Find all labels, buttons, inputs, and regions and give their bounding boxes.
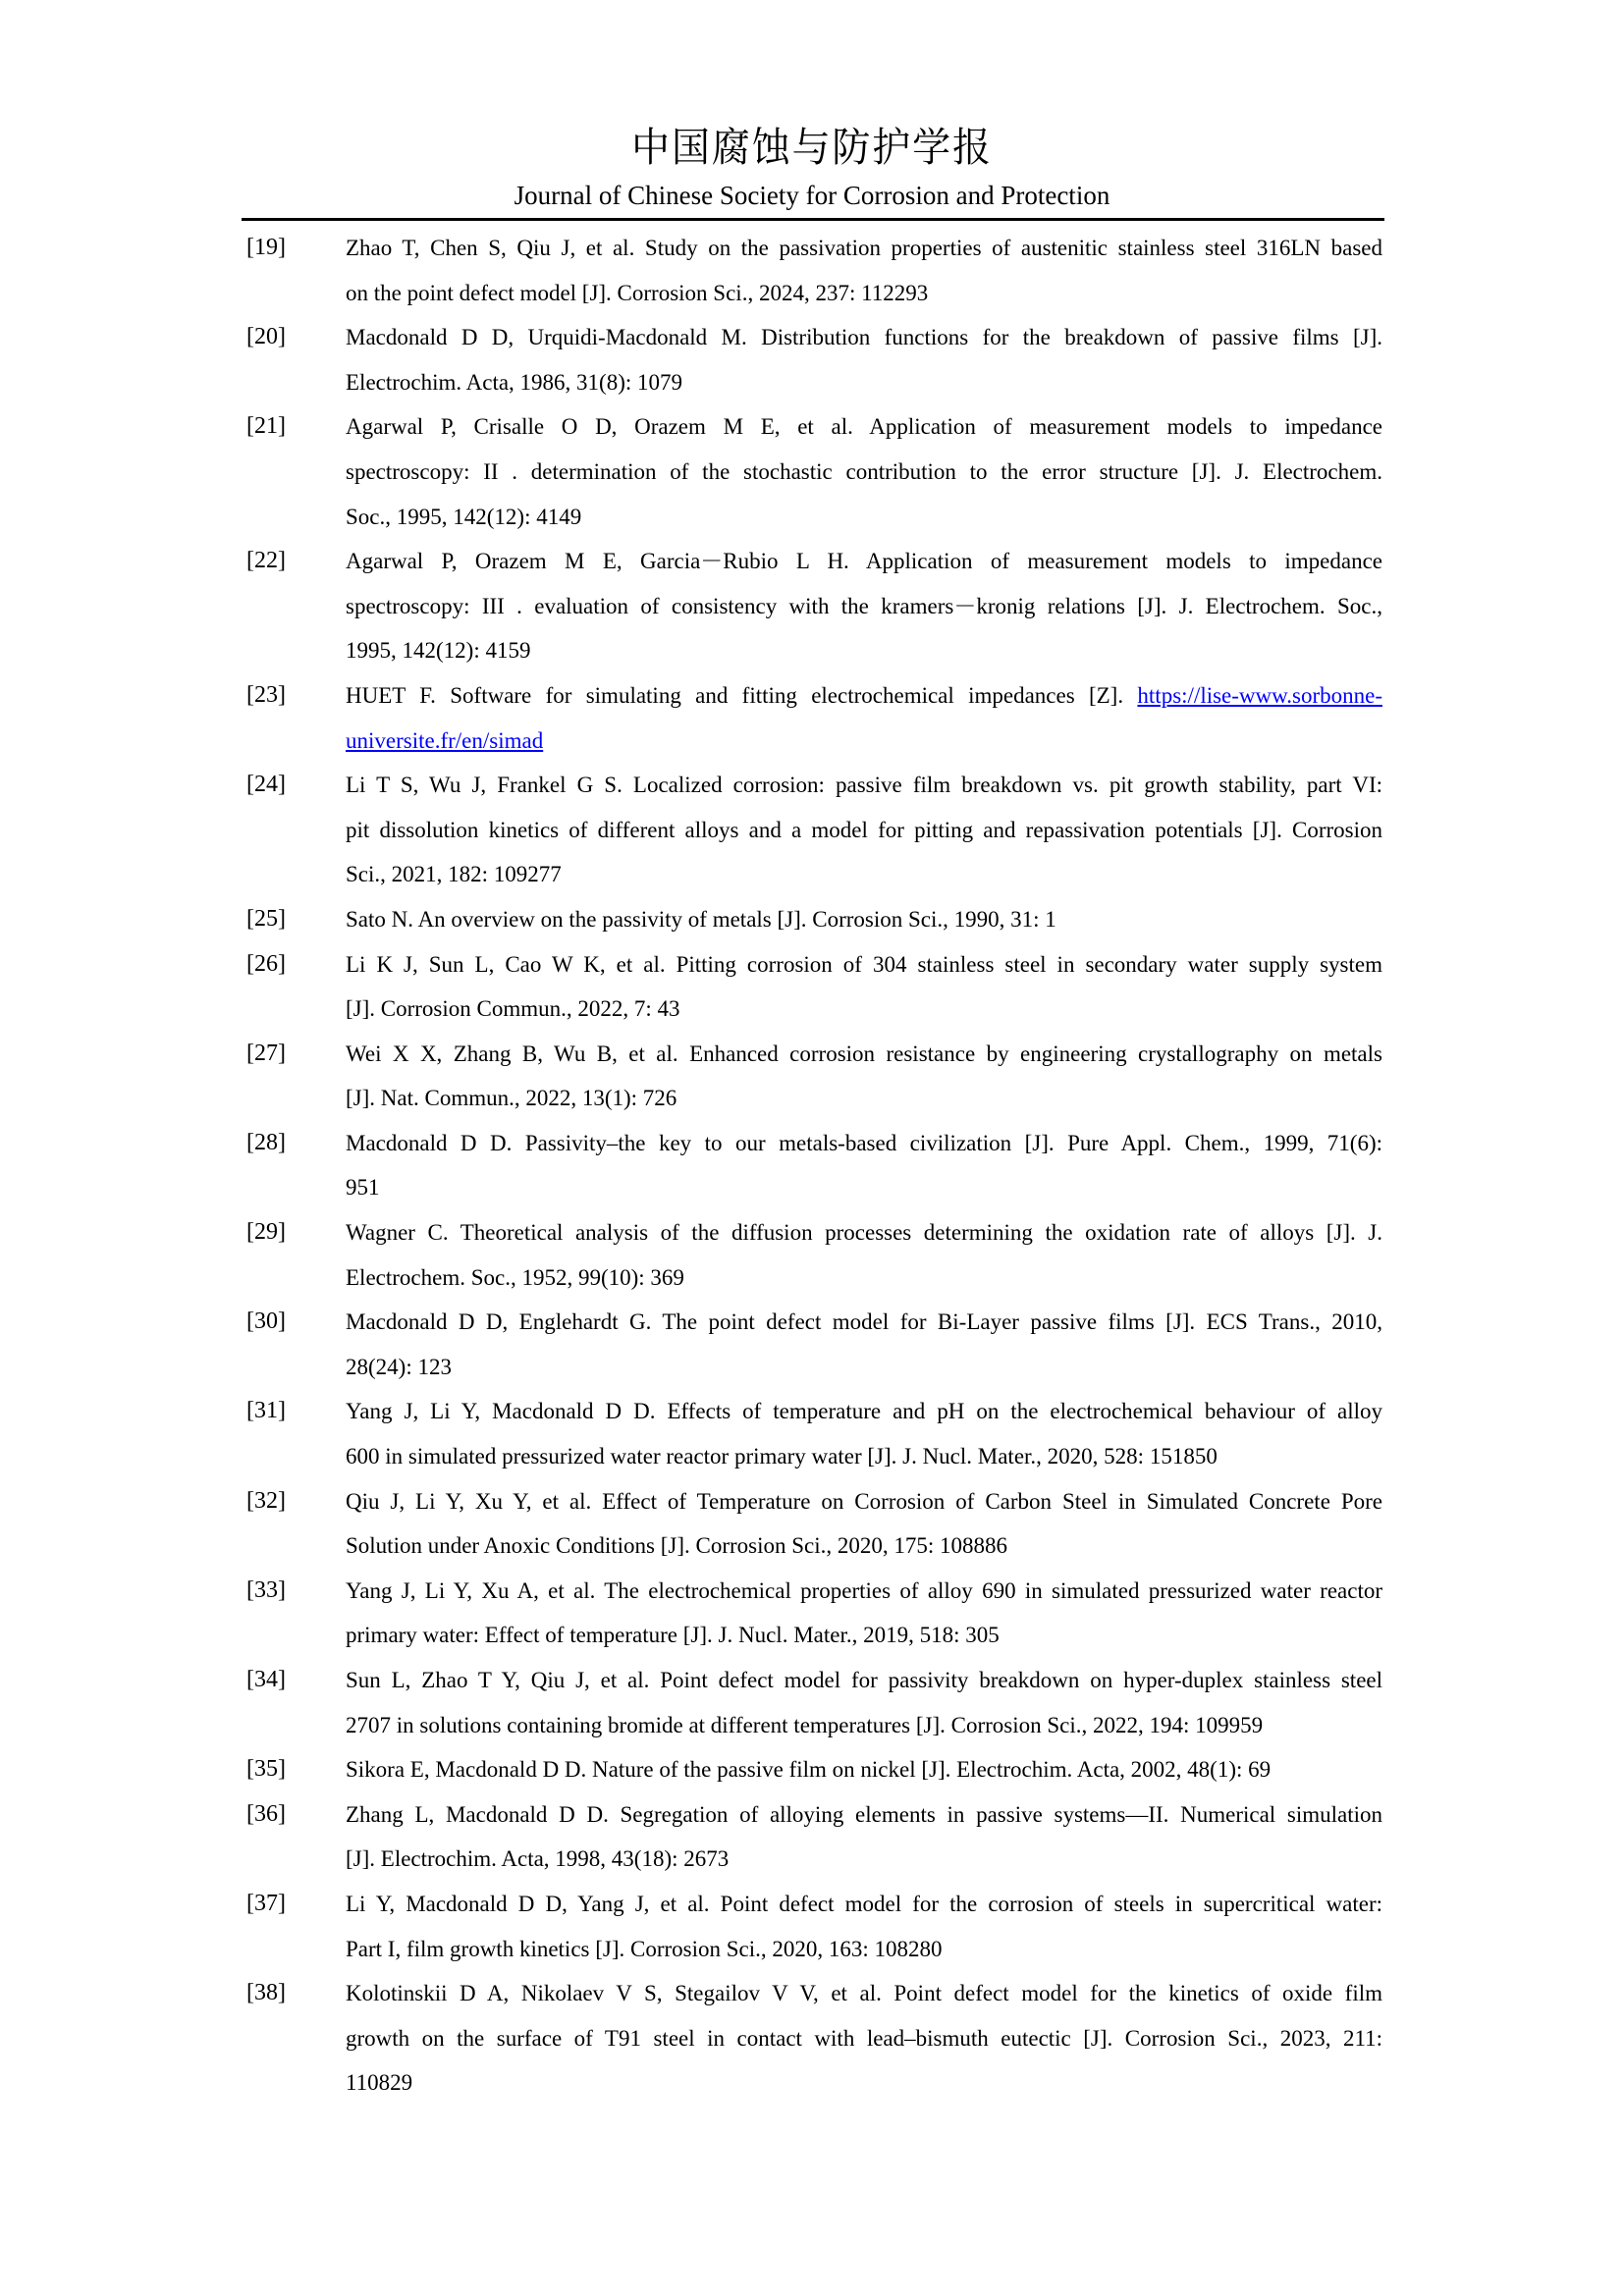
reference-line: Macdonald D D, Urquidi-Macdonald M. Distribution functions for the breakdown of passive films [J].: [346, 325, 1382, 350]
reference-number: [32]: [246, 1487, 286, 1514]
reference-number: [28]: [246, 1129, 286, 1155]
reference-line: Sci., 2021, 182: 109277: [346, 862, 562, 887]
reference-item-24: [242, 763, 1384, 897]
reference-line-text: HUET F. Software for simulating and fitting electrochemical impedances [Z].: [346, 682, 1138, 708]
reference-line: Macdonald D D. Passivity–the key to our metals-based civilization [J]. Pure Appl. Chem., 1999, 71(6):: [346, 1130, 1382, 1155]
reference-list: [242, 226, 1384, 2106]
reference-text: [346, 315, 1382, 404]
reference-text: [346, 1300, 1382, 1389]
reference-text: [346, 1971, 1382, 2106]
reference-line: Zhao T, Chen S, Qiu J, et al. Study on the passivation properties of austenitic stainless steel 316LN based: [346, 236, 1382, 260]
reference-line: 951: [346, 1175, 380, 1201]
reference-line: Sun L, Zhao T Y, Qiu J, et al. Point defect model for passivity breakdown on hyper-duplex stainless steel: [346, 1668, 1382, 1692]
reference-line: growth on the surface of T91 steel in contact with lead–bismuth eutectic [J]. Corrosion Sci., 2023, 211:: [346, 2025, 1382, 2051]
reference-number: [27]: [246, 1040, 286, 1066]
url-link[interactable]: https://lise-www.sorbonne-: [1137, 682, 1382, 708]
reference-line: Sato N. An overview on the passivity of metals [J]. Corrosion Sci., 1990, 31: 1: [346, 906, 1056, 932]
reference-number: [31]: [246, 1398, 286, 1424]
reference-item-28: [242, 1121, 1384, 1210]
reference-text: [346, 1121, 1382, 1210]
reference-line: 2707 in solutions containing bromide at different temperatures [J]. Corrosion Sci., 2022, 194: 109959: [346, 1712, 1264, 1737]
reference-item-37: [242, 1882, 1384, 1971]
reference-line: [J]. Electrochim. Acta, 1998, 43(18): 2673: [346, 1846, 730, 1872]
header-rule: [242, 218, 1384, 221]
reference-line: 110829: [346, 2070, 413, 2096]
reference-text: [346, 1658, 1382, 1747]
journal-title-chinese: 中国腐蚀与防护学报: [631, 124, 993, 171]
reference-text: [346, 897, 1382, 942]
reference-item-29: [242, 1210, 1384, 1300]
reference-item-31: [242, 1389, 1384, 1478]
reference-line: [J]. Nat. Commun., 2022, 13(1): 726: [346, 1086, 677, 1111]
reference-line: primary water: Effect of temperature [J]. J. Nucl. Mater., 2019, 518: 305: [346, 1623, 1000, 1648]
reference-number: [26]: [246, 950, 286, 977]
reference-text: [346, 404, 1382, 539]
reference-line: 600 in simulated pressurized water reactor primary water [J]. J. Nucl. Mater., 2020, 528: 151850: [346, 1444, 1218, 1469]
reference-text: [346, 1210, 1382, 1300]
reference-item-23: [242, 673, 1384, 763]
reference-text: [346, 1032, 1382, 1121]
reference-line: Electrochim. Acta, 1986, 31(8): 1079: [346, 369, 683, 395]
reference-number: [22]: [246, 548, 286, 574]
reference-text: [346, 763, 1382, 897]
reference-number: [34]: [246, 1667, 286, 1692]
reference-line: Soc., 1995, 142(12): 4149: [346, 504, 582, 529]
reference-line: Part I, film growth kinetics [J]. Corrosion Sci., 2020, 163: 108280: [346, 1936, 943, 1961]
reference-item-19: [242, 226, 1384, 315]
reference-line: Wei X X, Zhang B, Wu B, et al. Enhanced corrosion resistance by engineering crystallography on metals: [346, 1041, 1382, 1066]
reference-line: Solution under Anoxic Conditions [J]. Corrosion Sci., 2020, 175: 108886: [346, 1533, 1008, 1559]
reference-line: spectroscopy: II . determination of the stochastic contribution to the error structure [J]. J. Electrochem.: [346, 458, 1382, 484]
reference-item-25: [242, 897, 1384, 942]
reference-item-21: [242, 404, 1384, 539]
reference-line: pit dissolution kinetics of different alloys and a model for pitting and repassivation potentials [J]. Corrosion: [346, 817, 1382, 842]
reference-text: [346, 1882, 1382, 1971]
reference-number: [24]: [246, 772, 286, 798]
reference-line: [346, 673, 1382, 719]
reference-text: [346, 942, 1382, 1032]
reference-line: Li K J, Sun L, Cao W K, et al. Pitting corrosion of 304 stainless steel in secondary water supply system: [346, 951, 1382, 977]
reference-line: Li Y, Macdonald D D, Yang J, et al. Point defect model for the corrosion of steels in supercritical water:: [346, 1891, 1382, 1916]
reference-item-22: [242, 539, 1384, 673]
journal-title-english: Journal of Chinese Society for Corrosion and Protection: [514, 181, 1110, 210]
reference-line: Wagner C. Theoretical analysis of the diffusion processes determining the oxidation rate of alloys [J]. J.: [346, 1220, 1382, 1246]
reference-line: Qiu J, Li Y, Xu Y, et al. Effect of Temperature on Corrosion of Carbon Steel in Simulated Concrete Pore: [346, 1488, 1382, 1514]
reference-text: [346, 673, 1382, 763]
reference-line: Kolotinskii D A, Nikolaev V S, Stegailov V V, et al. Point defect model for the kinetics of oxide film: [346, 1981, 1382, 2006]
reference-number: [25]: [246, 905, 286, 932]
reference-line: Macdonald D D, Englehardt G. The point defect model for Bi-Layer passive films [J]. ECS Trans., 2010,: [346, 1309, 1382, 1335]
reference-item-33: [242, 1569, 1384, 1658]
reference-text: [346, 1569, 1382, 1658]
reference-item-38: [242, 1971, 1384, 2106]
reference-line: Zhang L, Macdonald D D. Segregation of alloying elements in passive systems—II. Numerical simulation: [346, 1801, 1382, 1827]
reference-item-20: [242, 315, 1384, 404]
reference-number: [19]: [246, 235, 286, 260]
reference-text: [346, 539, 1382, 673]
reference-text: [346, 1479, 1382, 1569]
reference-item-36: [242, 1792, 1384, 1882]
reference-item-26: [242, 942, 1384, 1032]
reference-number: [37]: [246, 1890, 286, 1916]
reference-line: 28(24): 123: [346, 1354, 452, 1379]
reference-item-32: [242, 1479, 1384, 1569]
reference-line: Yang J, Li Y, Xu A, et al. The electrochemical properties of alloy 690 in simulated pressurized water reactor: [346, 1577, 1382, 1603]
reference-line: 1995, 142(12): 4159: [346, 638, 531, 664]
reference-line: [346, 719, 1382, 764]
reference-number: [29]: [246, 1219, 286, 1246]
reference-number: [21]: [246, 413, 286, 440]
reference-text: [346, 1792, 1382, 1882]
reference-text: [346, 226, 1382, 315]
reference-line: Electrochem. Soc., 1952, 99(10): 369: [346, 1264, 684, 1290]
reference-line: spectroscopy: III . evaluation of consistency with the kramers－kronig relations [J]. J. Electrochem. Soc.,: [346, 593, 1382, 618]
reference-line: Li T S, Wu J, Frankel G S. Localized corrosion: passive film breakdown vs. pit growth stability, part VI:: [346, 773, 1382, 798]
reference-number: [20]: [246, 324, 286, 350]
reference-item-35: [242, 1747, 1384, 1792]
reference-number: [35]: [246, 1756, 286, 1783]
reference-line: [J]. Corrosion Commun., 2022, 7: 43: [346, 996, 680, 1022]
reference-line: Sikora E, Macdonald D D. Nature of the passive film on nickel [J]. Electrochim. Acta, 2002, 48(1): 69: [346, 1757, 1272, 1783]
url-link-continued[interactable]: universite.fr/en/simad: [346, 727, 544, 753]
reference-item-30: [242, 1300, 1384, 1389]
reference-line: Agarwal P, Crisalle O D, Orazem M E, et al. Application of measurement models to impedance: [346, 414, 1382, 440]
reference-number: [23]: [246, 681, 286, 708]
reference-line: Agarwal P, Orazem M E, Garcia－Rubio L H. Application of measurement models to impedance: [346, 549, 1382, 574]
reference-line: on the point defect model [J]. Corrosion Sci., 2024, 237: 112293: [346, 280, 929, 305]
reference-text: [346, 1389, 1382, 1478]
reference-item-34: [242, 1658, 1384, 1747]
reference-number: [30]: [246, 1308, 286, 1335]
reference-item-27: [242, 1032, 1384, 1121]
reference-line: Yang J, Li Y, Macdonald D D. Effects of temperature and pH on the electrochemical behaviour of alloy: [346, 1399, 1382, 1424]
reference-text: [346, 1747, 1382, 1792]
reference-number: [36]: [246, 1800, 286, 1827]
reference-number: [38]: [246, 1980, 286, 2006]
reference-number: [33]: [246, 1576, 286, 1603]
